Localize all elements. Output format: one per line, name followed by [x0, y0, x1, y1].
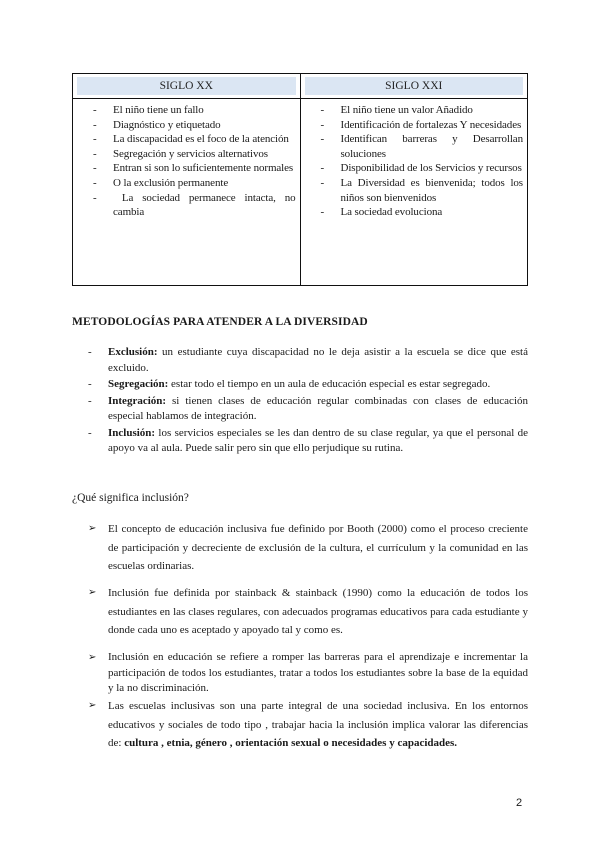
arrow-bullet-icon: ➢ [88, 587, 97, 598]
list-item: - El niño tiene un valor Añadido [320, 104, 473, 116]
method-term: Integración: [108, 394, 167, 407]
list-item: - Disponibilidad de los Servicios y recursos [320, 162, 522, 175]
header-siglo-xx: SIGLO XX [73, 74, 301, 99]
list-item: - El niño tiene un fallo [93, 104, 204, 116]
method-term: Segregación: [108, 378, 169, 390]
siglo-xx-cell [73, 99, 301, 286]
question-heading: ¿Qué significa inclusión? [72, 492, 189, 504]
method-item-segregation: - Segregación: estar todo el tiempo en un aula de educación especial es estar segregado. [88, 378, 491, 390]
list-item: - La Diversidad es bienvenida; todos los niños son bienvenidos [320, 176, 523, 204]
section-title: METODOLOGÍAS PARA ATENDER A LA DIVERSIDAD [72, 316, 368, 328]
method-term: Exclusión: [108, 346, 158, 358]
comparison-table [72, 73, 528, 286]
method-item-exclusion: - Exclusión: un estudiante cuya discapacidad no le deja asistir a la escuela se dice que está excluido. [88, 346, 528, 374]
methods-list [88, 345, 528, 458]
page-number: 2 [516, 797, 523, 809]
arrow-bullet-icon: ➢ [88, 700, 97, 711]
bullet-barriers: ➢ Inclusión en educación se refiere a romper las barreras para el aprendizaje e incrementar la participación de todos los estudiantes, tratar a todos los estudiantes sobre la base de la equidad y la no discriminación. [88, 651, 528, 694]
header-siglo-xxi: SIGLO XXI [300, 74, 528, 99]
method-item-inclusion: - Inclusión: los servicios especiales se les dan dentro de su clase regular, ya que el personal de apoyo va al aula. Puede salir pero sin que ello perjudique su rutina. [88, 426, 528, 454]
siglo-xxi-list [301, 103, 524, 220]
siglo-xx-list [73, 103, 299, 220]
table-header-row [73, 74, 528, 99]
method-term: Inclusión: [108, 426, 156, 439]
bullet-inclusive-schools: ➢ Las escuelas inclusivas son una parte integral de una sociedad inclusiva. En los entornos educativos y sociales de todo tipo , trabajar hacia la inclusión implica valorar las diferencias de: cultura , etnia, género , orientación sexual o necesidades y capacidades. [88, 697, 528, 753]
siglo-xxi-cell [300, 99, 528, 286]
table-body-row [73, 99, 528, 286]
method-item-integration: - Integración: si tienen clases de educación regular combinadas con clases de educación especial hablamos de integración. [88, 394, 528, 422]
arrow-bullet-icon: ➢ [88, 523, 97, 534]
list-item: - Entran si son lo suficientemente normales [93, 162, 294, 175]
list-item: - Diagnóstico y etiquetado [93, 118, 221, 131]
list-item: - Identifican barreras y Desarrollan soluciones [320, 133, 523, 160]
list-item: - La sociedad permanece intacta, no cambia [93, 191, 299, 219]
list-item: - La sociedad evoluciona [320, 206, 443, 219]
bullet-stainback-definition: ➢ Inclusión fue definida por stainback & stainback (1990) como la educación de todos los estudiantes en las clases regulares, con adecuados programas educativos para cada estudiante y donde cada uno es aceptado y apoyado tal y como es. [88, 584, 528, 640]
bullet-booth-definition: ➢ El concepto de educación inclusiva fue definido por Booth (2000) como el proceso creciente de participación y decreciente de exclusión de la cultura, el currículum y la comunidad en las escuelas ordinarias. [88, 520, 528, 576]
list-item: - La discapacidad es el foco de la atención [93, 133, 289, 146]
emphasis-text: cultura , etnia, género , orientación sexual o necesidades y capacidades. [124, 737, 458, 749]
list-item: - Identificación de fortalezas Y necesidades [320, 118, 522, 131]
list-item: - Segregación y servicios alternativos [93, 147, 268, 160]
list-item: - O la exclusión permanente [93, 176, 229, 189]
arrow-bullet-icon: ➢ [88, 652, 97, 663]
